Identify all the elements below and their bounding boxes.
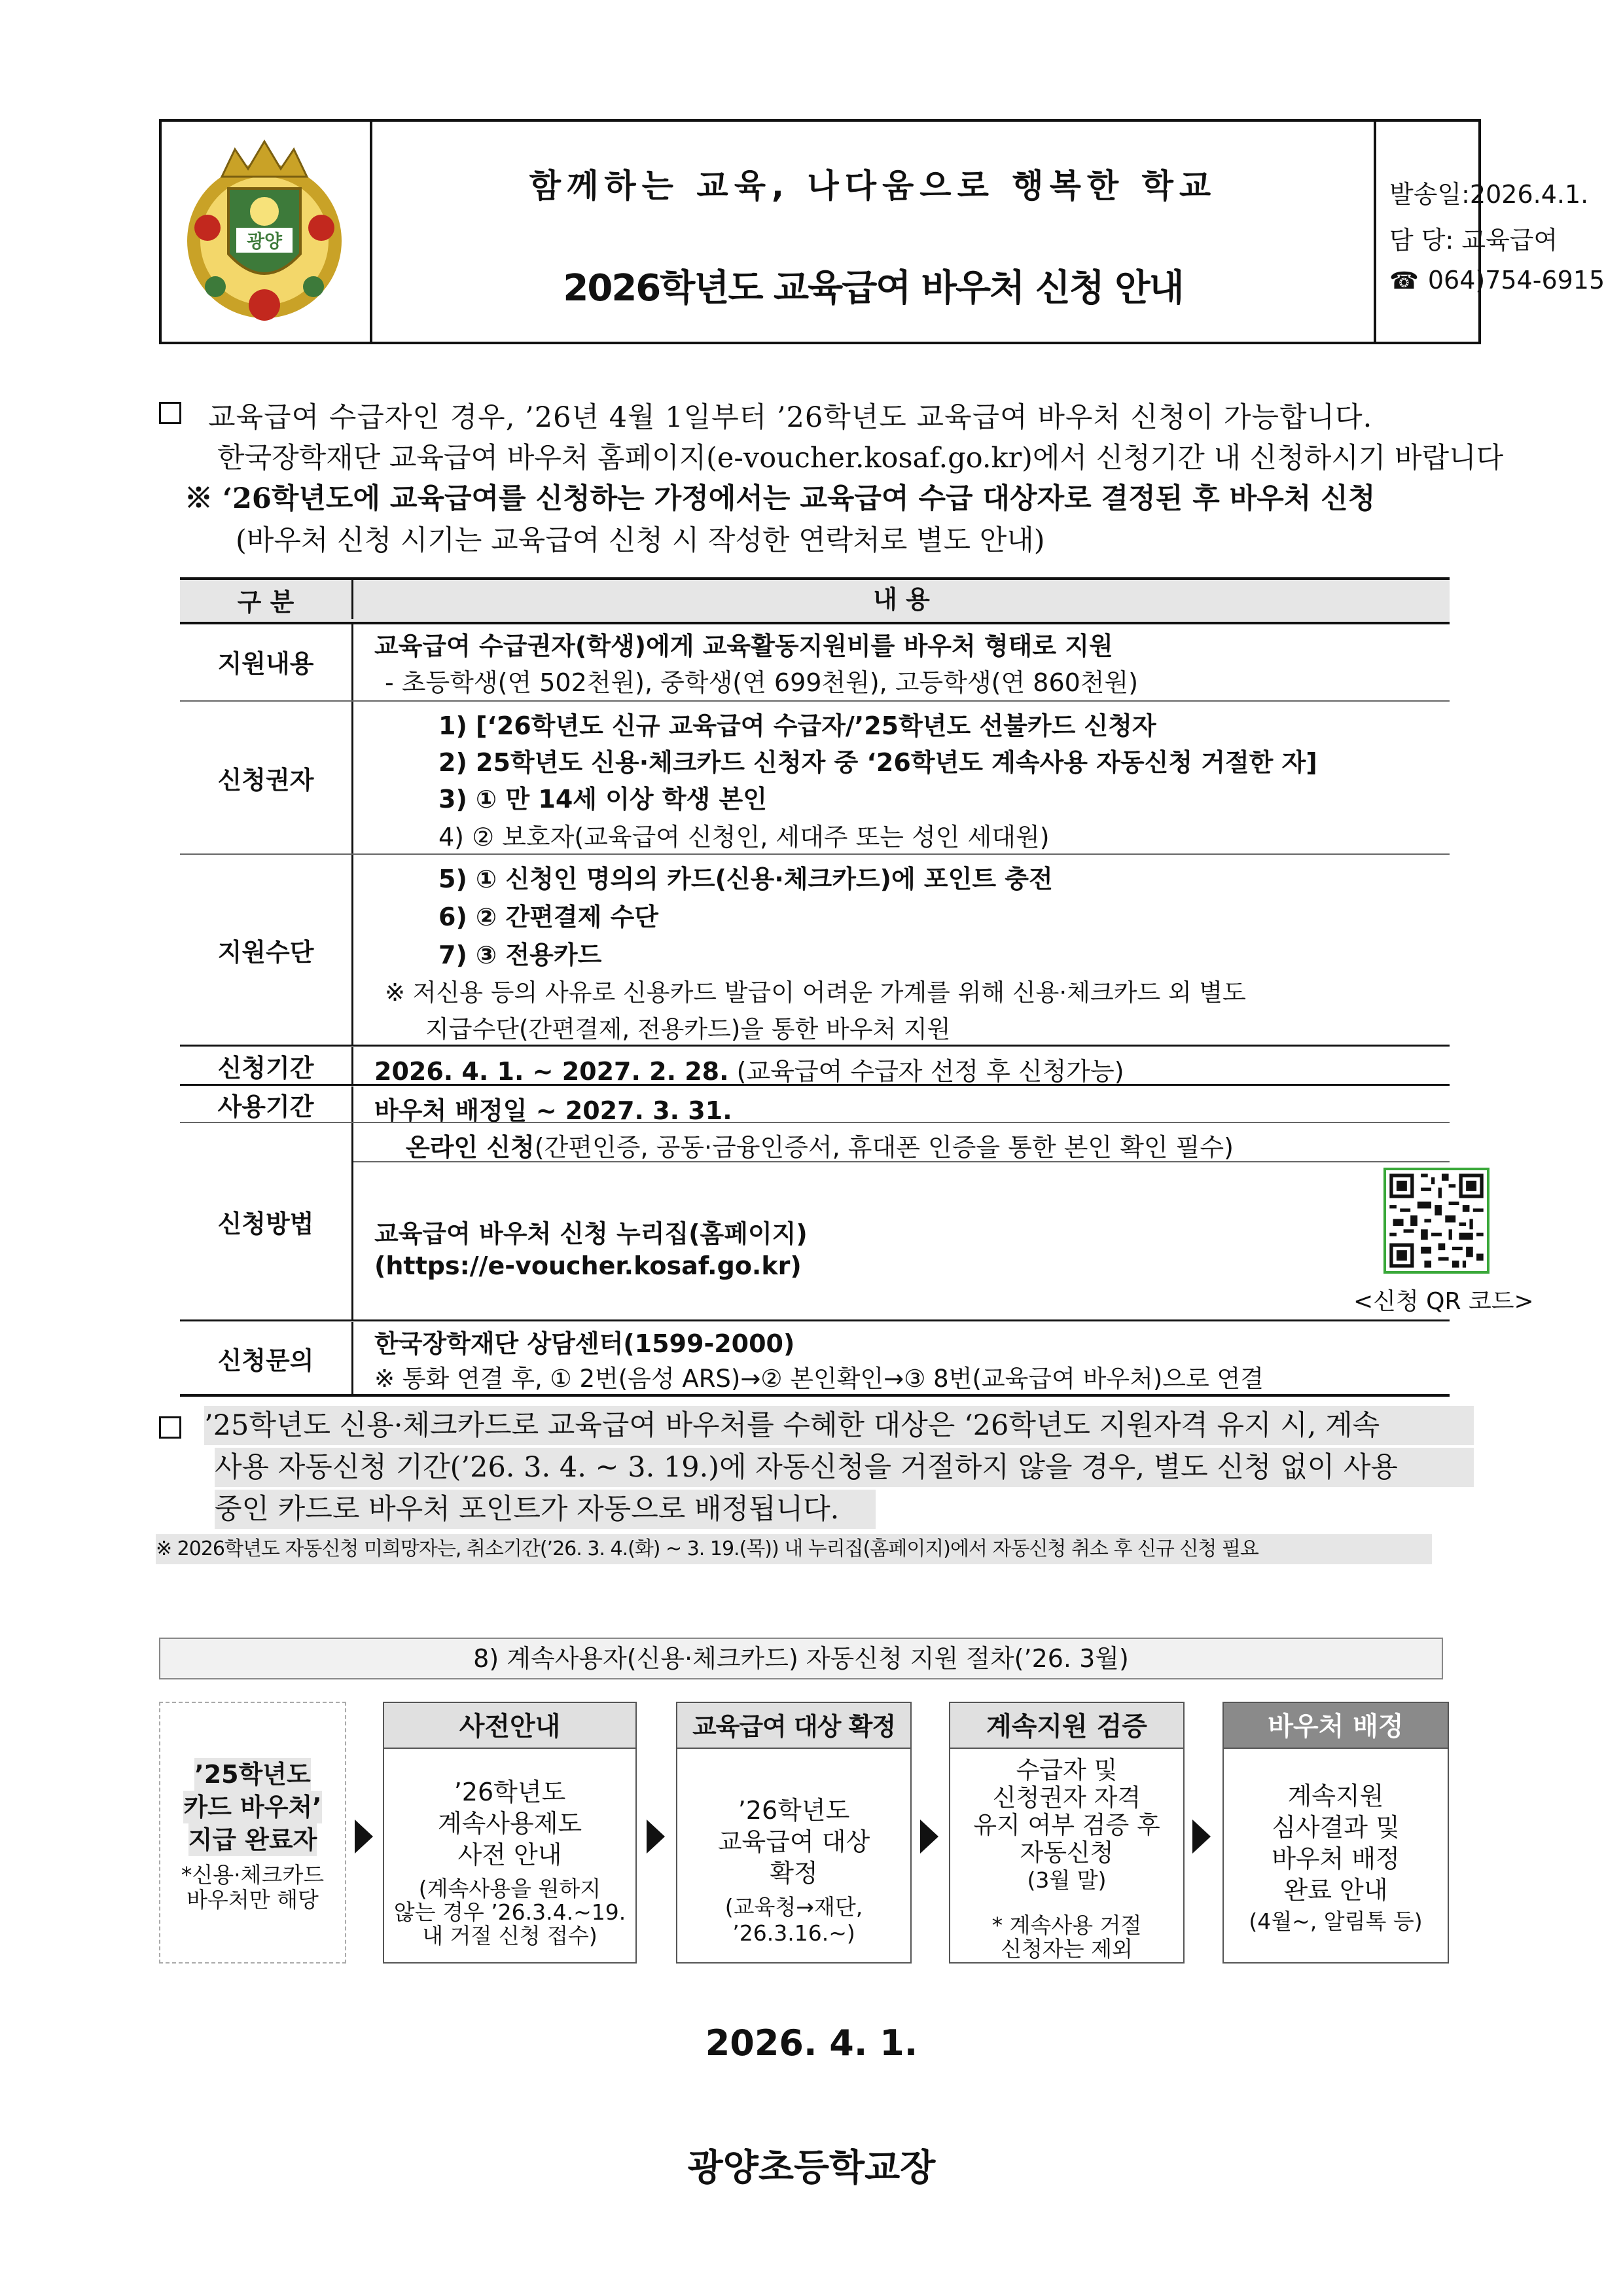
table-row-inquiry	[180, 1322, 1450, 1397]
notice1-line4: (바우처 신청 시기는 교육급여 신청 시 작성한 연락처로 별도 안내)	[236, 524, 1045, 557]
school-emblem-logo	[176, 136, 353, 326]
notice1-line1: 교육급여 수급자인 경우, ’26년 4월 1일부터 ’26학년도 교육급여 바우처 신청이 가능합니다.	[208, 401, 1373, 434]
applicant-item-1: 1) [‘26학년도 신규 교육급여 수급자/’25학년도 선불카드 신청자	[438, 711, 1156, 740]
flow-step-3-l2: 신청권자 자격	[992, 1784, 1141, 1812]
flow-step-1-l3: 사전 안내	[457, 1840, 562, 1869]
flow-step-1-n2: 않는 경우 ’26.3.4.~19.	[393, 1899, 626, 1925]
flow-step-1-n3: 내 거절 신청 접수)	[422, 1923, 597, 1948]
support-line2: - 초등학생(연 502천원), 중학생(연 699천원), 고등학생(연 860천원)	[385, 668, 1139, 697]
header-box	[159, 119, 1605, 344]
title-cell	[372, 122, 1376, 342]
method-note-1: ※ 저신용 등의 사유로 신용카드 발급이 어려운 가계를 위해 신용·체크카드 외 별도	[385, 978, 1246, 1007]
flow-step-1	[383, 1702, 637, 1964]
inquiry-line2: ※ 통화 연결 후, ① 2번(음성 ARS)→② 본인확인→③ 8번(교육급여 바우처)으로 연결	[374, 1365, 1264, 1393]
support-label: 지원내용	[217, 649, 314, 678]
phone-icon: ☎	[1389, 268, 1419, 295]
how-online-note: (간편인증, 공동·금융인증서, 휴대폰 인증을 통한 본인 확인 필수)	[534, 1133, 1234, 1162]
method-item-1: 5) ① 신청인 명의의 카드(신용·체크카드)에 포인트 충전	[438, 865, 1053, 893]
table-row-how	[180, 1123, 1534, 1319]
period-label: 신청기간	[217, 1053, 314, 1083]
flow-title: 8) 계속사용자(신용·체크카드) 자동신청 지원 절차(’26. 3월)	[159, 1638, 1443, 1679]
meta-cell	[1376, 122, 1605, 342]
flow-step-4-l4: 완료 안내	[1283, 1876, 1388, 1905]
table-row-method-support	[180, 855, 1450, 1045]
how-online: 온라인 신청	[406, 1133, 535, 1162]
support-line1: 교육급여 수급권자(학생)에게 교육활동지원비를 바우처 형태로 지원	[374, 632, 1113, 660]
header-content: 내 용	[351, 580, 1450, 619]
how-label: 신청방법	[217, 1209, 314, 1238]
period-note: (교육급여 수급자 선정 후 신청가능)	[736, 1057, 1124, 1086]
notice2-checkbox-icon	[159, 1416, 181, 1439]
flow-step-3-n1: * 계속사용 거절	[991, 1912, 1142, 1938]
arrow-right-icon	[1192, 1820, 1211, 1854]
inquiry-label: 신청문의	[217, 1346, 314, 1375]
flow-step-1-head: 사전안내	[383, 1702, 637, 1749]
header-category: 구 분	[237, 587, 294, 617]
footer-school-principal: 광양초등학교장	[687, 2147, 936, 2189]
inquiry-content	[351, 1322, 1450, 1394]
applicant-label: 신청권자	[217, 765, 314, 795]
period-value: 2026. 4. 1. ~ 2027. 2. 28.	[374, 1057, 729, 1086]
table-row-usage	[180, 1086, 1450, 1125]
document-title: 2026학년도 교육급여 바우처 신청 안내	[563, 267, 1183, 310]
flow-step-1-l2: 계속사용제도	[437, 1809, 582, 1838]
notice1-line2: 한국장학재단 교육급여 바우처 홈페이지(e-voucher.kosaf.go.kr)에서 신청기간 내 신청하시기 바랍니다	[217, 442, 1504, 475]
school-motto: 함께하는 교육, 나다움으로 행복한 학교	[529, 167, 1217, 205]
method-item-3: 7) ③ 전용카드	[438, 941, 602, 969]
table-row-support	[180, 622, 1450, 700]
method-item-2: 6) ② 간편결제 수단	[438, 903, 658, 931]
usage-content	[351, 1086, 1450, 1125]
flow-step-3-n2: 신청자는 제외	[1001, 1936, 1133, 1962]
flow-step-4-l1: 계속지원	[1287, 1782, 1384, 1810]
row-divider	[180, 1084, 1450, 1086]
contact-person: 담 당: 교육급여	[1389, 226, 1558, 255]
flow-step-4-l2: 심사결과 및	[1272, 1813, 1400, 1842]
flow-start-line1: ’25학년도	[194, 1758, 310, 1791]
method-support-content	[351, 855, 1450, 1045]
flow-start-box	[159, 1702, 346, 1964]
flow-start-line2: 카드 바우처’	[183, 1791, 321, 1823]
period-content	[351, 1047, 1450, 1084]
row-divider	[180, 1319, 1450, 1321]
phone-line	[1389, 266, 1605, 295]
flow-step-3-l5: (3월 말)	[1027, 1867, 1107, 1893]
table-row-applicant	[180, 702, 1450, 853]
flow-step-3-l4: 자동신청	[1020, 1839, 1114, 1867]
notice1-checkbox-icon	[159, 402, 181, 424]
flow-step-1-n1: (계속사용을 원하지	[418, 1876, 601, 1901]
applicant-item-4: 4) ② 보호자(교육급여 신청인, 세대주 또는 성인 세대원)	[438, 823, 1050, 852]
flow-step-4	[1222, 1702, 1449, 1964]
notice2-line1: ’25학년도 신용·체크카드로 교육급여 바우처를 수혜한 대상은 ‘26학년도 지원자격 유지 시, 계속	[204, 1406, 1474, 1445]
flow-step-2-l1: ’26학년도	[738, 1796, 850, 1825]
method-support-label: 지원수단	[217, 937, 314, 967]
applicant-content	[351, 702, 1450, 853]
footer-date: 2026. 4. 1.	[705, 2022, 918, 2064]
flow-step-2-head: 교육급여 대상 확정	[676, 1702, 912, 1749]
how-content	[351, 1123, 1534, 1319]
flow-start-line3: 지급 완료자	[188, 1823, 317, 1856]
arrow-right-icon	[920, 1820, 938, 1854]
logo-cell	[162, 122, 372, 342]
usage-value: 바우처 배정일 ~ 2027. 3. 31.	[374, 1096, 732, 1125]
table-header-row	[180, 577, 1450, 624]
flow-step-3-l3: 유지 여부 검증 후	[973, 1811, 1160, 1839]
flow-step-2	[676, 1702, 912, 1964]
how-site: 교육급여 바우처 신청 누리집(홈페이지)	[374, 1219, 808, 1248]
flow-step-2-l3: 확정	[770, 1859, 818, 1888]
inquiry-line1: 한국장학재단 상담센터(1599-2000)	[374, 1329, 795, 1358]
flow-start-note2: 바우처만 해당	[187, 1887, 319, 1912]
applicant-item-3: 3) ① 만 14세 이상 학생 본인	[438, 785, 767, 814]
applicant-item-2: 2) 25학년도 신용·체크카드 신청자 중 ‘26학년도 계속사용 자동신청 거절한 자]	[438, 748, 1317, 777]
flow-step-2-n1: (교육청→재단,	[724, 1894, 863, 1920]
flow-step-3-head: 계속지원 검증	[949, 1702, 1185, 1749]
table-row-period	[180, 1047, 1450, 1084]
notice1-line3: ※ ‘26학년도에 교육급여를 신청하는 가정에서는 교육급여 수급 대상자로 결정된 후 바우처 신청	[185, 482, 1376, 515]
usage-label: 사용기간	[217, 1092, 314, 1121]
flow-step-4-head: 바우처 배정	[1222, 1702, 1449, 1749]
notice2-line3: 중인 카드로 바우처 포인트가 자동으로 배정됩니다.	[215, 1490, 876, 1529]
flow-step-3	[949, 1702, 1185, 1964]
arrow-right-icon	[647, 1820, 665, 1854]
how-url[interactable]: (https://e-voucher.kosaf.go.kr)	[374, 1251, 802, 1280]
method-note-2: 지급수단(간편결제, 전용카드)을 통한 바우처 지원	[425, 1015, 951, 1043]
svg-text:광양: 광양	[246, 230, 283, 252]
issue-date: 발송일:2026.4.1.	[1389, 180, 1589, 209]
flow-step-4-l5: (4월~, 알림톡 등)	[1249, 1909, 1423, 1934]
flow-step-1-l1: ’26학년도	[454, 1778, 566, 1806]
flow-step-4-l3: 바우처 배정	[1272, 1844, 1400, 1873]
flow-start-note1: *신용·체크카드	[181, 1862, 325, 1888]
row-divider	[180, 1045, 1450, 1047]
phone-number: 064)754-6915	[1427, 266, 1605, 295]
qr-code-icon[interactable]	[1383, 1168, 1489, 1274]
notice2-note: ※ 2026학년도 자동신청 미희망자는, 취소기간(’26. 3. 4.(화) ~ 3. 19.(목)) 내 누리집(홈페이지)에서 자동신청 취소 후 신규 신청 필요	[156, 1534, 1432, 1564]
flow-step-2-l2: 교육급여 대상	[717, 1827, 870, 1856]
how-divider	[353, 1161, 1450, 1162]
support-content	[351, 622, 1450, 700]
flow-step-2-n2: ’26.3.16.~)	[732, 1920, 855, 1946]
flow-step-3-l1: 수급자 및	[1016, 1756, 1118, 1784]
arrow-right-icon	[355, 1820, 373, 1854]
qr-label: <신청 QR 코드>	[1353, 1288, 1534, 1315]
notice2-line2: 사용 자동신청 기간(’26. 3. 4. ~ 3. 19.)에 자동신청을 거절하지 않을 경우, 별도 신청 없이 사용	[215, 1448, 1474, 1487]
